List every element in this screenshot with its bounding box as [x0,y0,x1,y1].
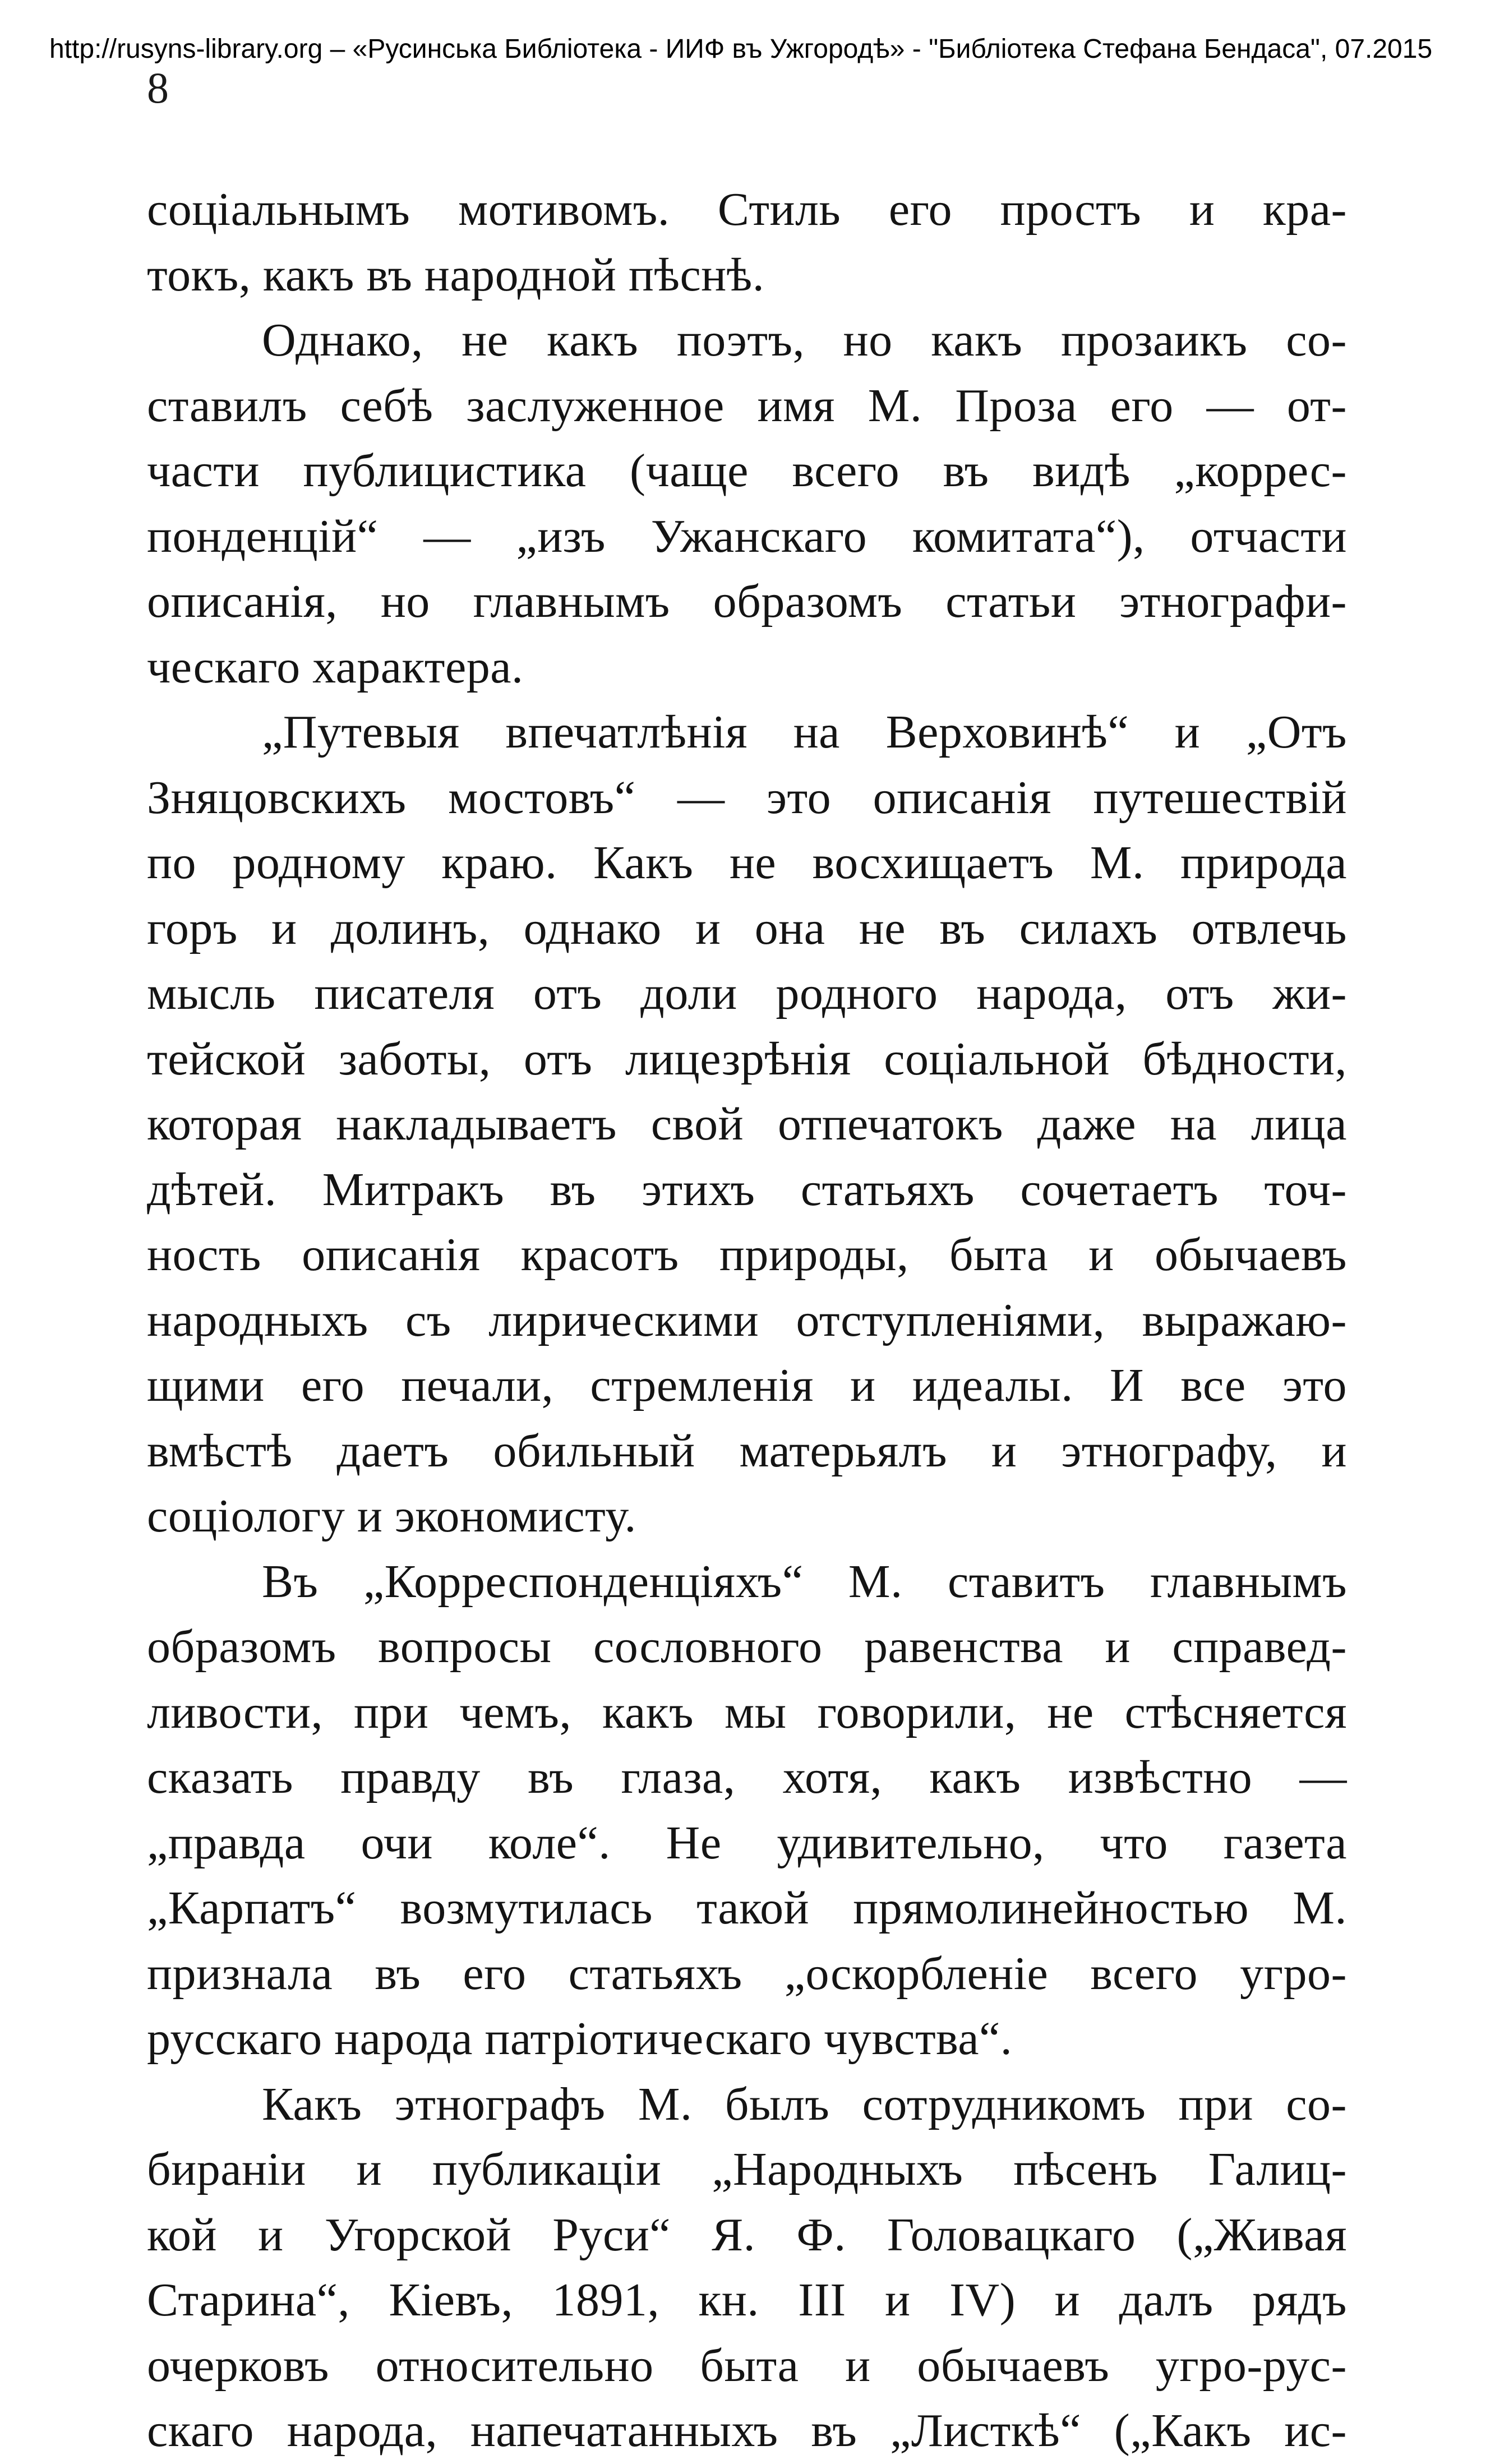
text-line: вмѣстѣ даетъ обильный матерьялъ и этнографу, и [147,1424,1347,1477]
text-line: Старина“, Кіевъ, 1891, кн. III и IV) и далъ рядъ [147,2274,1347,2326]
text-line: описанія, но главнымъ образомъ статьи этнографи- [147,575,1347,627]
text-line: Однако, не какъ поэтъ, но какъ прозаикъ со- [262,314,1347,366]
text-line: токъ, какъ въ народной пѣснѣ. [147,248,765,301]
text-line: Зняцовскихъ мостовъ“ — это описанія путешествій [147,771,1347,824]
text-line: образомъ вопросы сословного равенства и справед- [147,1621,1347,1673]
text-line: сказать правду въ глаза, хотя, какъ извѣстно — [147,1751,1347,1803]
text-line: бираніи и публикаціи „Народныхъ пѣсенъ Галиц- [147,2143,1347,2195]
text-line: кой и Угорской Руси“ Я. Ф. Головацкаго („Живая [147,2208,1347,2261]
text-line: по родному краю. Какъ не восхищаетъ М. природа [147,837,1347,889]
text-line: горъ и долинъ, однако и она не въ силахъ отвлечь [147,902,1347,954]
paragraph-4 [147,1549,1347,2072]
text-line: мысль писателя отъ доли родного народа, отъ жи- [147,967,1347,1019]
text-line: „Карпатъ“ возмутилась такой прямолинейностью М. [147,1882,1347,1934]
text-line: русскаго народа патріотическаго чувства“. [147,2013,1013,2065]
text-line: щими его печали, стремленія и идеалы. И все это [147,1359,1347,1411]
text-line: Въ „Корреспонденціяхъ“ М. ставитъ главнымъ [262,1555,1347,1608]
text-line: ческаго характера. [147,640,524,693]
text-line: соціологу и экономисту. [147,1490,636,1542]
text-line: части публицистика (чаще всего въ видѣ „коррес- [147,445,1347,497]
text-line: „Путевыя впечатлѣнія на Верховинѣ“ и „Отъ [262,706,1347,758]
paragraph-3 [147,700,1347,1549]
text-line: „правда очи коле“. Не удивительно, что газета [147,1816,1347,1869]
text-line: ность описанія красотъ природы, быта и обычаевъ [147,1229,1347,1281]
text-line: признала въ его статьяхъ „оскорбленіе всего угро- [147,1947,1347,2000]
paragraph-1 [147,177,1347,308]
text-line: Какъ этнографъ М. былъ сотрудникомъ при со- [262,2078,1347,2130]
paragraph-2 [147,308,1347,700]
text-line: скаго народа, напечатанныхъ въ „Листкѣ“ („Какъ ис- [147,2405,1347,2457]
text-line: народныхъ съ лирическими отступленіями, выражаю- [147,1294,1347,1346]
text-line: соціальнымъ мотивомъ. Стиль его простъ и кра- [147,183,1347,236]
text-line: ставилъ себѣ заслуженное имя М. Проза его — от- [147,379,1347,432]
source-url-header: http://rusyns-library.org – «Русинська Библіотека - ИИФ въ Ужгородѣ» - "Библіотека Стефана Бендаса", 07.2015 [49,34,1433,64]
text-line: тейской заботы, отъ лицезрѣнія соціальной бѣдности, [147,1032,1347,1085]
text-line: дѣтей. Митракъ въ этихъ статьяхъ сочетаетъ точ- [147,1163,1347,1216]
text-line: понденцій“ — „изъ Ужанскаго комитата“), отчасти [147,510,1347,562]
page-body [147,177,1347,2464]
text-line: которая накладываетъ свой отпечатокъ даже на лица [147,1098,1347,1150]
paragraph-5 [147,2072,1347,2464]
page-number: 8 [147,63,169,112]
text-line: ливости, при чемъ, какъ мы говорили, не стѣсняется [147,1686,1347,1738]
text-line: очерковъ относительно быта и обычаевъ угро-рус- [147,2339,1347,2392]
